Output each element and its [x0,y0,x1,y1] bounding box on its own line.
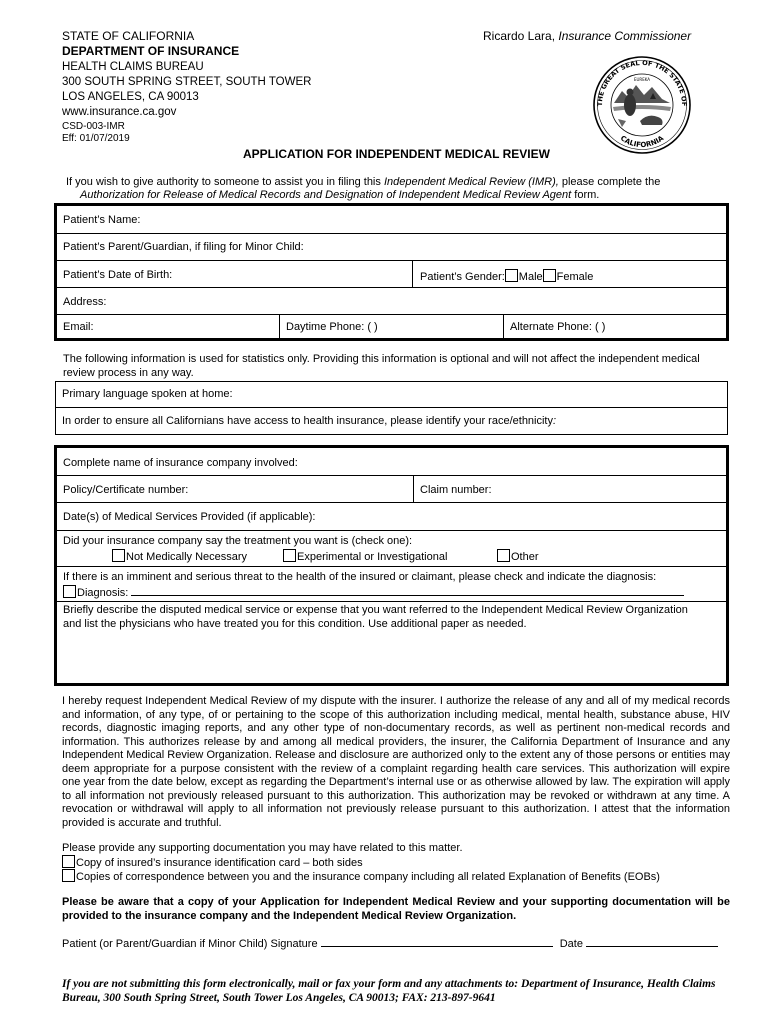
id-card-checkbox[interactable] [62,855,75,868]
language-label: Primary language spoken at home: [62,388,233,400]
diagnosis-checkbox[interactable] [63,585,76,598]
service-dates-row[interactable] [57,503,726,531]
correspondence-label: Copies of correspondence between you and the insurance company including all related Explanation of Benefits (EOBs) [76,871,660,883]
contact-row [57,315,726,338]
denial-reason-row [57,531,726,567]
bureau-city: LOS ANGELES, CA 90013 [62,91,199,103]
description-line-2: and list the physicians who have treated you for this condition. Use additional paper as needed. [63,618,527,630]
dob-label: Patient’s Date of Birth: [63,269,173,281]
signature-field[interactable] [321,936,553,947]
female-checkbox[interactable] [543,269,556,282]
diagnosis-field [63,585,684,599]
documentation-item-2 [62,869,660,883]
id-card-label: Copy of insured’s insurance identification card – both sides [76,857,363,869]
intro-text-5: form. [574,189,600,201]
description-line-1: Briefly describe the disputed medical service or expense that you want referred to the Independent Medical Review Organization [63,604,688,616]
female-label: Female [556,271,594,283]
form-id: CSD-003-IMR [62,121,125,132]
option-not-necessary [112,549,247,563]
diagnosis-line[interactable] [131,585,684,596]
insurance-company-label: Complete name of insurance company involved: [63,457,298,469]
race-row[interactable] [56,408,727,434]
bureau-name: HEALTH CLAIMS BUREAU [62,61,204,73]
intro-authorization-form: Authorization for Release of Medical Records and Designation of Independent Medical Review Agent [80,189,572,201]
date-field[interactable] [586,936,718,947]
race-text: In order to ensure all Californians have access to health insurance, please identify your race/ethnicity [62,415,553,427]
guardian-row[interactable] [57,234,726,261]
intro-text-1: If you wish to give authority to someone to assist you in filing this [66,176,381,188]
insurance-info-box [54,445,729,686]
commissioner-name: Ricardo Lara, [483,29,556,43]
alternate-phone-label: Alternate Phone: ( ) [510,321,606,333]
address-row[interactable] [57,288,726,315]
intro-imr: Independent Medical Review (IMR), [383,176,559,188]
intro-line-2 [80,189,599,201]
authorization-text: I hereby request Independent Medical Review of my dispute with the insurer. I authorize the release of any and all of my medical records and information, of any type, of or pertaining to the scope of this authorization including medical, mental health, substance abuse, HIV records, diagnostic imaging reports, and any other type of non-documentary records, as well as pertinent non-medical records and information. This authorizes release by and among all medical providers, the insurer, the California Department of Insurance and any Independent Medical Review Organization. Release and disclosure are authorized only to the extent any of those persons or entities may deem appropriate for a purpose consistent with the review of a complaint regarding health care services. This authorization will expire one year from the date below, except as regarding the Department’s internal use or as otherwise allowed by law. The expiration will apply to all information not previously released pursuant to this authorization. This authorization may be revoked or withdrawn at any time. A revocation or withdrawal will apply to all information not previously release pursuant to this authorization. I attest that the information provided is accurate and truthful. [62,695,730,829]
dob-gender-row [57,261,726,288]
description-row[interactable] [57,602,726,683]
seal-bottom-text: CALIFORNIA [618,134,666,150]
department-name: DEPARTMENT OF INSURANCE [62,44,240,58]
form-effective-date: Eff: 01/07/2019 [62,133,130,144]
seal-motto: EUREKA [633,77,651,82]
date-label: Date [559,938,583,950]
male-checkbox[interactable] [505,269,518,282]
threat-text: If there is an imminent and serious threat to the health of the insured or claimant, please check and indicate the diagnosis: [63,571,657,583]
bureau-street: 300 SOUTH SPRING STREET, SOUTH TOWER [62,76,312,88]
policy-claim-row [57,476,726,503]
male-label: Male [518,271,543,283]
signature-label: Patient (or Parent/Guardian if Minor Child) Signature [62,938,318,950]
other-checkbox[interactable] [497,549,510,562]
daytime-phone-label: Daytime Phone: ( ) [286,321,378,333]
policy-label: Policy/Certificate number: [63,484,189,496]
intro-text-3: please complete the [561,176,661,188]
not-necessary-label: Not Medically Necessary [126,551,248,563]
email-label: Email: [63,321,94,333]
not-necessary-checkbox[interactable] [112,549,125,562]
race-colon: : [553,415,557,427]
diagnosis-label: Diagnosis: [77,587,129,599]
address-label: Address: [63,296,107,308]
insurance-company-row[interactable] [57,448,726,476]
guardian-label: Patient’s Parent/Guardian, if filing for Minor Child: [63,241,304,253]
other-label: Other [511,551,539,563]
documentation-intro: Please provide any supporting documentation you may have related to this matter. [62,842,463,854]
patient-info-box [54,203,729,341]
patient-name-label: Patient’s Name: [63,214,141,226]
commissioner [483,29,691,44]
footer-line-1: If you are not submitting this form electronically, mail or fax your form and any attachments to: Department of Insurance, Health Claims [62,978,716,990]
commissioner-title: Insurance Commissioner [558,29,692,43]
form-title: APPLICATION FOR INDEPENDENT MEDICAL REVIEW [243,147,550,161]
stats-note-line-1: The following information is used for statistics only. Providing this information is optional and will not affect the independent medical [63,353,700,365]
experimental-label: Experimental or Investigational [297,551,448,563]
option-experimental [283,549,447,563]
language-row[interactable] [56,382,727,408]
correspondence-checkbox[interactable] [62,869,75,882]
gender-label: Patient’s Gender: [420,271,505,283]
seal-top-text: THE GREAT SEAL OF THE STATE OF [595,58,689,107]
denial-question: Did your insurance company say the treatment you want is (check one): [63,535,413,547]
california-seal-icon [592,55,692,155]
documentation-item-1 [62,855,363,869]
claim-label: Claim number: [420,484,492,496]
option-other [497,549,539,563]
intro-line-1 [66,176,660,188]
notice-text: Please be aware that a copy of your Application for Independent Medical Review and your supporting documentation will be provided to the insurance company and the Independent Medical Review Organization. [62,896,730,922]
experimental-checkbox[interactable] [283,549,296,562]
website: www.insurance.ca.gov [62,106,177,118]
gender-field [420,269,593,283]
stats-box [55,381,728,435]
stats-note-line-2: review process in any way. [63,367,194,379]
state-name: STATE OF CALIFORNIA [62,29,195,43]
footer-line-2: Bureau, 300 South Spring Street, South Tower Los Angeles, CA 90013; FAX: 213-897-9641 [62,992,496,1004]
signature-line [62,936,718,950]
patient-name-row[interactable] [57,206,726,234]
race-label [62,415,556,427]
service-dates-label: Date(s) of Medical Services Provided (if applicable): [63,511,316,523]
threat-row [57,567,726,602]
